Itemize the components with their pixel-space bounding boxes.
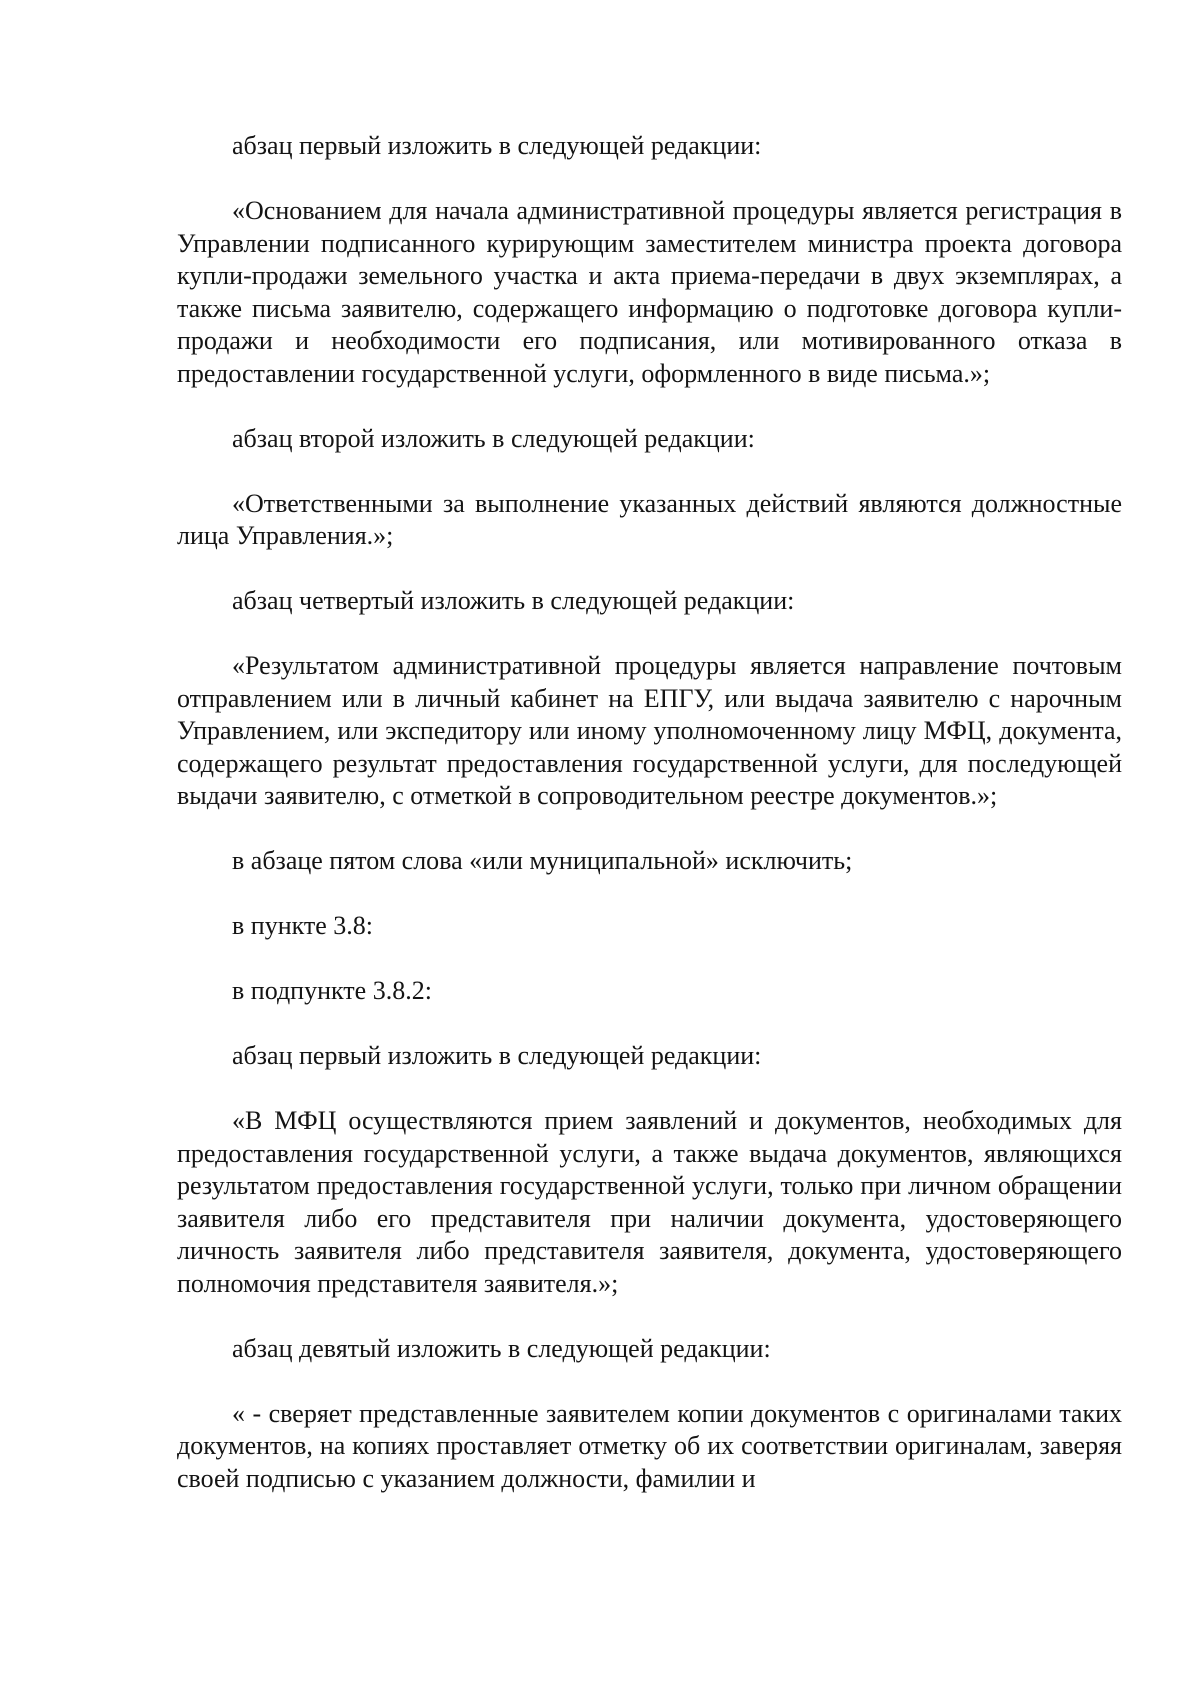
paragraph-12-instruction: абзац девятый изложить в следующей редакции: xyxy=(232,1333,771,1363)
paragraph-2-quoted-text: «Основанием для начала административной процедуры является регистрация в Управлении подписанного курирующим заместителем министра проекта договора купли-продажи земельного участка и акта приема-передачи в двух экземплярах, а также письма заявителю, содержащего информацию о подготовке договора купли-продажи и необходимости его подписания, или мотивированного отказа в предоставлении государственной услуги, оформленного в виде письма.»; xyxy=(177,196,1122,388)
document-body xyxy=(177,130,1122,1495)
paragraph-6-quoted-text: «Результатом административной процедуры является направление почтовым отправлением или в личный кабинет на ЕПГУ, или выдача заявителю с нарочным Управлением, или экспедитору или иному уполномоченному лицу МФЦ, документа, содержащего результат предоставления государственной услуги, для последующей выдачи заявителю, с отметкой в сопроводительном реестре документов.»; xyxy=(177,651,1122,810)
paragraph-8-item-heading: в пункте 3.8: xyxy=(232,911,374,940)
paragraph-10-instruction: абзац первый изложить в следующей редакции: xyxy=(232,1041,762,1070)
paragraph-4-quoted-text: «Ответственными за выполнение указанных действий являются должностные лица Управления.»; xyxy=(177,488,1122,550)
paragraph-11-quoted-text: «В МФЦ осуществляются прием заявлений и документов, необходимых для предоставления государственной услуги, а также выдача документов, являющихся результатом предоставления государственной услуги, только при личном обращении заявителя либо его представителя при наличии документа, удостоверяющего личность заявителя либо представителя заявителя, документа, удостоверяющего полномочия представителя заявителя.»; xyxy=(177,1106,1122,1298)
paragraph-1-instruction: абзац первый изложить в следующей редакции: xyxy=(232,131,762,160)
paragraph-7-instruction: в абзаце пятом слова «или муниципальной» исключить; xyxy=(232,846,853,875)
paragraph-13-quoted-text: « - сверяет представленные заявителем копии документов с оригиналами таких документов, на копиях проставляет отметку об их соответствии оригиналам, заверяя своей подписью с указанием должности, фамилии и xyxy=(177,1398,1122,1493)
paragraph-9-subitem-heading: в подпункте 3.8.2: xyxy=(232,976,432,1005)
paragraph-3-instruction: абзац второй изложить в следующей редакции: xyxy=(232,423,755,453)
paragraph-5-instruction: абзац четвертый изложить в следующей редакции: xyxy=(232,586,795,615)
